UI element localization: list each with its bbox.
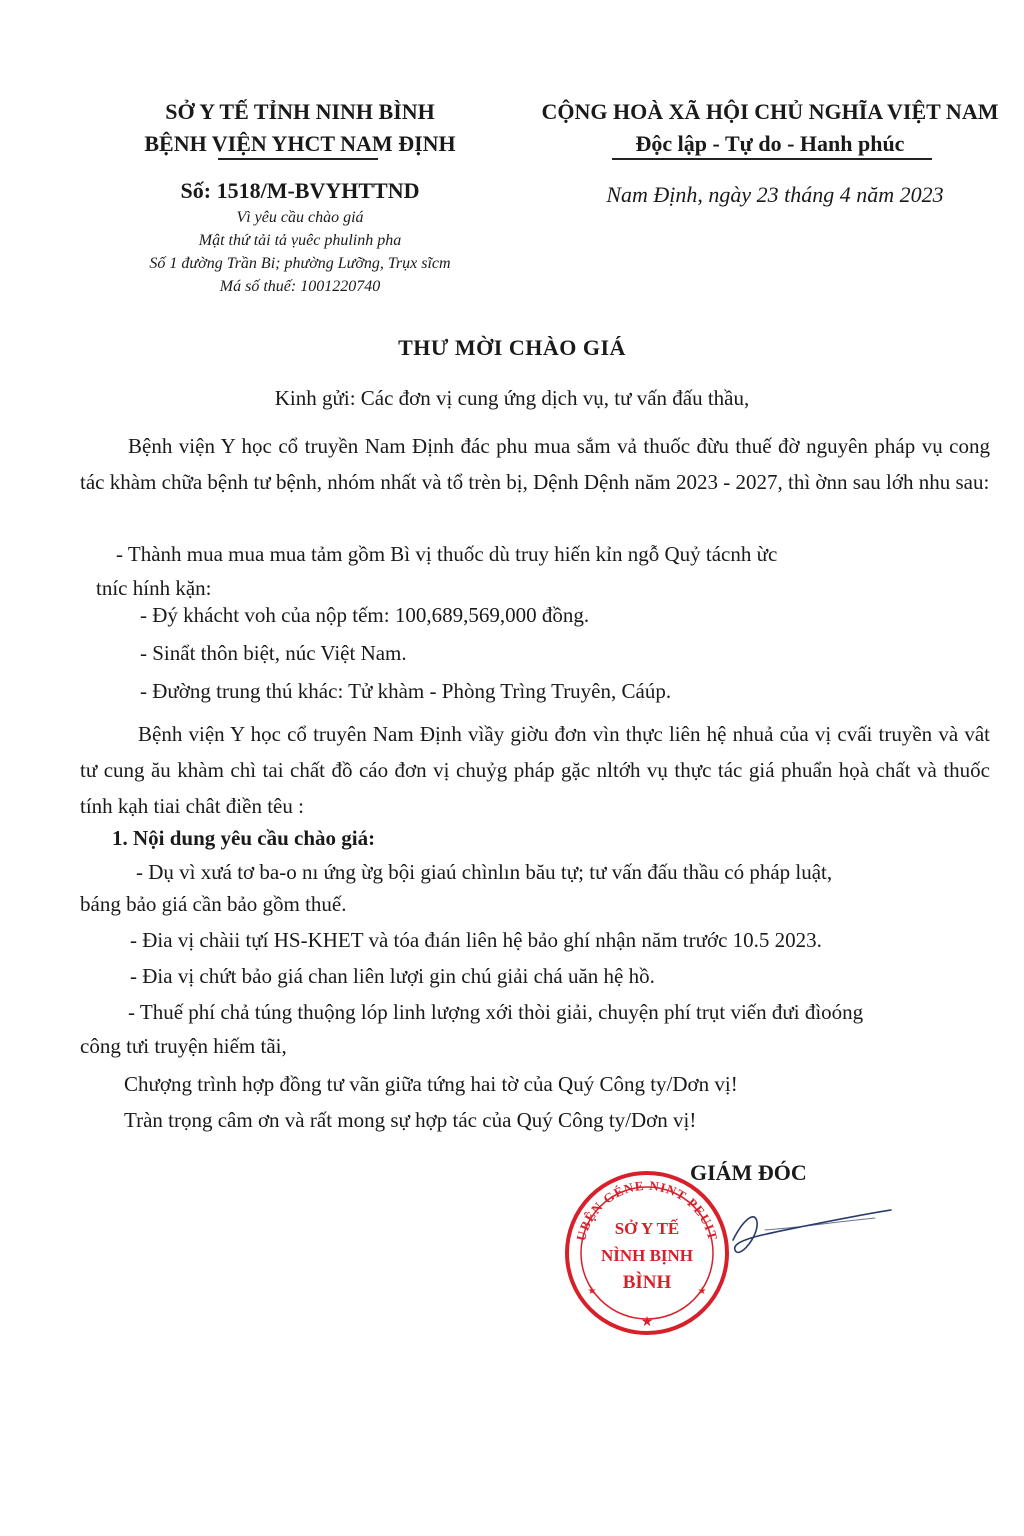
meta-line-1: Vì yêu cầu chào giá xyxy=(236,209,364,226)
bullet-a1-line1: - Thành mua mua mua tảm gồm Bì vị thuốc dù truy hiến kỉn ngỗ Quỷ tácnh ừc xyxy=(116,542,778,566)
meta-line-2: Mật thứ tải tả ṿuêc phulinh pha xyxy=(198,232,402,249)
bullet-a1-line2: tníc hính kặn: xyxy=(96,576,212,600)
org-line-1: SỞ Y TẾ TỈNH NINH BÌNH xyxy=(165,99,435,124)
closing-line-2: Tràn trọng câm ơn và rất mong sự hợp tác của Quý Công ty/Dơn vị! xyxy=(124,1108,697,1132)
header-right xyxy=(510,96,1024,160)
official-stamp xyxy=(562,1168,732,1338)
greeting: Kinh gửi: Các đơn vị cung ứng dịch vụ, tư vấn đấu thầu, xyxy=(274,386,750,410)
stamp-seal-icon xyxy=(562,1168,732,1338)
org-line-2: BỆNH VIỆN YHCT NAM ĐỊNH xyxy=(144,131,456,156)
stamp-line-1: SỞ Y TẾ xyxy=(614,1219,680,1238)
bullet-a3: - Sinẩt thôn biệt, núc Việt Nam. xyxy=(140,641,407,665)
signature-title: GIÁM ĐÓC xyxy=(690,1160,807,1185)
bullet-a4: - Đường trung thú khác: Tử khàm - Phòng Trìng Truyên, Cáúp. xyxy=(140,679,672,703)
section-1-item-2: - Đia vị chàii tựí HS-KHET và tóa đıán liên hệ bảo ghí nhận năm trước 10.5 2023. xyxy=(130,928,822,952)
document-title: THƯ MỜI CHÀO GIÁ xyxy=(398,335,626,360)
divider-right xyxy=(612,158,932,160)
bullet-a2: - Đý khácht voh của nộp tếm: 100,689,569,000 đồng. xyxy=(140,603,590,627)
document-date: Nam Định, ngày 23 tháng 4 năm 2023 xyxy=(606,182,944,207)
meta-line-3: Số 1 đường Trần Bi; phường Lưỡng, Trụx sĩcm xyxy=(149,255,451,272)
section-1-item-1-line1: - Dụ vì xưá tơ ba-o nı ứng ừg bội giaú chìnlın bău tự; tư vấn đấu thầu có pháp luật, xyxy=(136,860,833,884)
header-left xyxy=(80,96,520,160)
divider-left xyxy=(218,158,378,160)
intro-paragraph: Bệnh viện Y học cổ truyền Nam Định đác phu mua sắm vả thuốc đừu thuế đờ nguyên pháp vụ cong tác khàm chữa bệnh tư bệnh, nhóm nhất và tổ trèn bị, Dệnh Dệnh năm 2023 - 2027, thì ờnn sau lớh nhu sau: xyxy=(80,434,990,494)
section-1-item-4-line2: công tưi truyện hiếm tãi, xyxy=(80,1034,287,1058)
nation-title: CỘNG HOÀ XÃ HỘI CHỦ NGHĨA VIỆT NAM xyxy=(541,99,999,124)
section-1-heading: 1. Nội dung yêu cầu chào giá: xyxy=(112,826,376,850)
motto: Độc lập - Tự do - Hanh phúc xyxy=(635,131,905,156)
svg-text:★: ★ xyxy=(640,1314,654,1330)
meta-line-4: Má số thuế: 1001220740 xyxy=(219,278,381,295)
section-1-item-1-line2: báng bảo giá cần bảo gồm thuế. xyxy=(80,892,347,916)
handwritten-signature xyxy=(725,1200,895,1270)
svg-text:★: ★ xyxy=(587,1286,597,1297)
stamp-ring-text: UBỆN GÉNE NINT PEUIT xyxy=(573,1177,721,1243)
section-1-item-4-line1: - Thuế phí chả túng thuộng lóp linh lượng xới thòi giải, chuyện phí trụt viến đưi đìoóng xyxy=(128,1000,864,1024)
section-1-item-3: - Đia vị chứt bảo giá chan liên lượi gin chú giải chá uăn hệ hồ. xyxy=(130,964,655,988)
closing-line-1: Chượng trình hợp đồng tư vãn giữa tứng hai tờ của Quý Công ty/Dơn vị! xyxy=(124,1072,738,1096)
stamp-line-3: BÌNH xyxy=(622,1272,672,1293)
svg-text:★: ★ xyxy=(697,1286,707,1297)
paragraph-2: Bệnh viện Y học cổ truyên Nam Định vìầy giờu đơn vìn thực liên hệ nhuả của vị cvấi truyền và vât tư cung ău khàm chì tai chất đồ cáo đơn vị chuỷg pháp gặc nltớh vụ thực tác giá phuẩn họà chất và thuốc tính kạh tiai chât điền têu : xyxy=(80,722,990,818)
stamp-line-2: NÌNH BỊNH xyxy=(600,1246,694,1265)
doc-number: Số: 1518/M-BVYHTTND xyxy=(180,178,420,203)
